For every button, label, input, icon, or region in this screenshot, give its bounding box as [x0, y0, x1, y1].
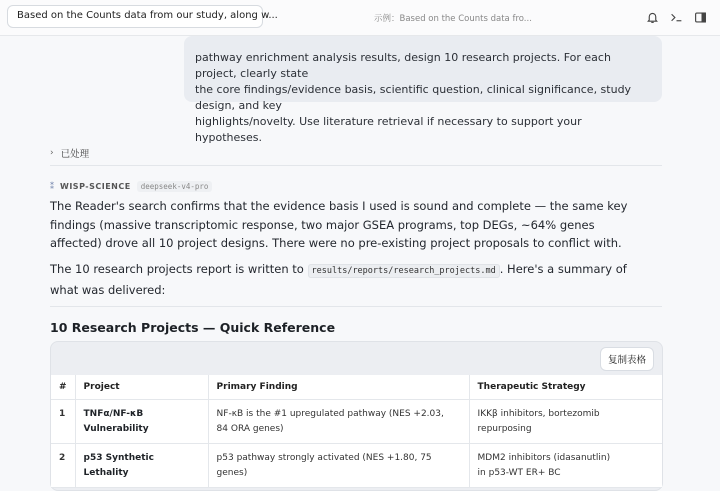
project-name: p53 Synthetic Lethality [75, 443, 208, 487]
divider [50, 165, 662, 166]
response-text: . Here's a summary of what was delivered: [50, 262, 627, 297]
table-row [51, 443, 662, 487]
copy-table-button[interactable]: 复制表格 [600, 347, 654, 371]
row-number: 2 [51, 443, 75, 487]
strategy-line: in p53-WT ER+ BC [477, 467, 561, 478]
column-header: Project [75, 375, 208, 399]
finding-line: 84 ORA genes) [216, 423, 284, 434]
projects-table [51, 375, 662, 488]
user-message-bubble [184, 36, 662, 144]
toolbar-icons [644, 8, 708, 26]
file-path-code: results/reports/research_projects.md [308, 264, 500, 278]
agent-name: WISP-SCIENCE [60, 182, 131, 191]
therapeutic-strategy [469, 399, 662, 443]
therapeutic-strategy [469, 443, 662, 487]
column-header: Therapeutic Strategy [469, 375, 662, 399]
terminal-icon[interactable] [668, 8, 684, 26]
strategy-line: MDM2 inhibitors (idasanutlin) [477, 452, 611, 463]
response-text: The 10 research projects report is written to [50, 262, 308, 276]
response-paragraph [50, 260, 640, 299]
primary-finding [208, 443, 469, 487]
divider [50, 306, 662, 307]
user-message-line: the core findings/evidence basis, scientific question, clinical significance, study design, and key [195, 83, 632, 112]
user-message-line: pathway enrichment analysis results, design 10 research projects. For each project, clearly state [195, 51, 611, 80]
query-input[interactable]: Based on the Counts data from our study, along w... [7, 5, 263, 28]
agent-logo-icon: ⁑ [50, 182, 54, 191]
finding-line: p53 pathway strongly activated (NES +1.80, 75 genes) [216, 452, 432, 478]
example-hint: 示例：Based on the Counts data fro... [374, 14, 532, 24]
table-row [51, 399, 662, 443]
strategy-line: IKKβ inhibitors, bortezomib repurposing [477, 408, 600, 434]
bell-icon[interactable] [644, 8, 660, 26]
processed-toggle[interactable] [50, 146, 89, 160]
row-number: 1 [51, 399, 75, 443]
top-bar [0, 0, 720, 36]
processed-label: 已处理 [60, 149, 90, 160]
section-title: 10 Research Projects — Quick Reference [50, 320, 336, 335]
model-badge: deepseek-v4-pro [137, 181, 213, 192]
finding-line: NF-κB is the #1 upregulated pathway (NES +2.03, [216, 408, 444, 419]
column-header: Primary Finding [208, 375, 469, 399]
chevron-right-icon: › [50, 148, 54, 158]
table-card [50, 341, 663, 491]
user-message-line: highlights/novelty. Use literature retrieval if necessary to support your hypotheses. [195, 115, 582, 144]
project-name: TNFα/NF-κB Vulnerability [75, 399, 208, 443]
response-paragraph: The Reader's search confirms that the evidence basis I used is sound and complete — the same key findings (massive transcriptomic response, two major GSEA programs, top DEGs, ~64% genes affected) drove all 10 project designs. There were no pre-existing project proposals to conflict with. [50, 199, 628, 250]
table-header-row [51, 375, 662, 399]
column-header: # [51, 375, 75, 399]
primary-finding [208, 399, 469, 443]
agent-header [50, 181, 212, 192]
sidebar-toggle-icon[interactable] [692, 8, 708, 26]
